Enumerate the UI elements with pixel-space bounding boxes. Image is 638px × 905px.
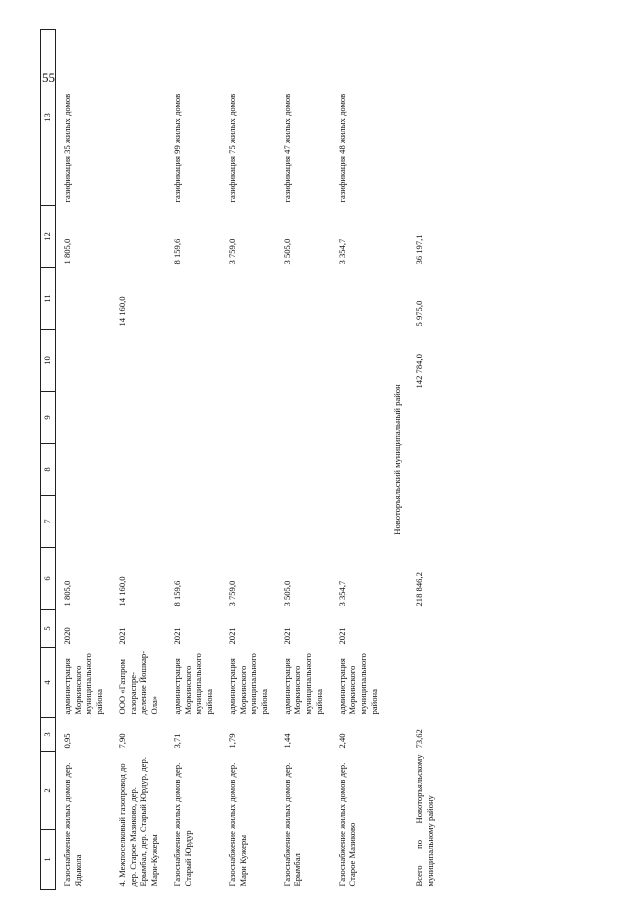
table-row <box>331 30 386 890</box>
year-cell: 2021 <box>171 627 182 645</box>
totals-col11: 5 975,0 <box>414 300 425 327</box>
year-cell: 2021 <box>336 627 347 645</box>
col7-cell <box>56 496 111 548</box>
empty-cell <box>408 496 441 548</box>
gas-supply-table <box>40 29 442 890</box>
col9-cell <box>331 392 386 444</box>
header-cell: 13 <box>41 30 56 206</box>
year-cell: 2020 <box>62 627 72 645</box>
customer-cell: администрация Моркинского муниципального района <box>281 653 324 715</box>
header-cell: 12 <box>41 206 56 268</box>
totals-col12: 36 197,1 <box>414 234 425 265</box>
table-row <box>166 30 221 890</box>
col11-cell <box>276 268 331 330</box>
customer-cell: администрация Моркинского муниципального района <box>226 653 270 715</box>
col11-cell <box>331 268 386 330</box>
section-row <box>386 30 409 890</box>
col12-cell: 3 505,0 <box>281 238 292 265</box>
total-cell: 1 805,0 <box>62 580 72 607</box>
total-cell: 8 159,6 <box>171 580 182 607</box>
total-cell: 3 759,0 <box>226 580 237 607</box>
result-cell: газификация 47 жилых домов <box>281 93 292 203</box>
col8-cell <box>276 444 331 496</box>
col8-cell <box>56 444 111 496</box>
col7-cell <box>276 496 331 548</box>
empty-cell <box>408 30 441 206</box>
col10-cell <box>56 330 111 392</box>
col12-cell: 3 354,7 <box>336 238 347 265</box>
col9-cell <box>221 392 276 444</box>
empty-cell <box>408 648 441 718</box>
totals-col10: 142 784,0 <box>414 354 425 389</box>
result-cell: газификация 48 жилых домов <box>336 93 347 203</box>
length-cell: 0,95 <box>62 733 72 749</box>
col12-cell: 1 805,0 <box>62 238 72 265</box>
table-row <box>276 30 331 890</box>
col7-cell <box>331 496 386 548</box>
col7-cell <box>166 496 221 548</box>
length-cell: 2,40 <box>336 733 347 749</box>
object-name: 4. Межпоселковый газопровод до дер. Старое Мазиково, дер. Ерымбал, дер. Старый Юрдур, дер. Мари-Кужеры <box>116 757 160 887</box>
result-cell: газификация 75 жилых домов <box>226 93 237 203</box>
empty-cell <box>408 392 441 444</box>
length-cell: 1,44 <box>281 733 292 749</box>
table-row <box>111 30 166 890</box>
year-cell: 2021 <box>226 627 237 645</box>
col9-cell <box>276 392 331 444</box>
header-cell: 3 <box>41 718 56 752</box>
total-cell: 3 354,7 <box>336 580 347 607</box>
header-cell: 7 <box>41 496 56 548</box>
customer-cell: администрация Моркинского муниципального района <box>62 653 105 715</box>
col9-cell <box>111 392 166 444</box>
col10-cell <box>276 330 331 392</box>
col12-cell: 3 759,0 <box>226 238 237 265</box>
col9-cell <box>56 392 111 444</box>
table-row <box>56 30 111 890</box>
total-cell: 14 160,0 <box>116 576 127 607</box>
totals-length: 73,62 <box>414 729 425 749</box>
length-cell: 3,71 <box>171 733 182 749</box>
result-cell <box>111 30 166 206</box>
result-cell: газификация 99 жилых домов <box>171 93 182 203</box>
col9-cell <box>166 392 221 444</box>
empty-cell <box>408 444 441 496</box>
col11-cell <box>166 268 221 330</box>
year-cell: 2021 <box>281 627 292 645</box>
col11-cell: 14 160,0 <box>116 296 127 327</box>
object-name: Газоснабжение жилых домов дер. Ядыкола <box>62 762 83 887</box>
customer-cell: администрация Моркинского муниципального района <box>171 653 215 715</box>
col10-cell <box>111 330 166 392</box>
header-cell: 9 <box>41 392 56 444</box>
header-cell: 11 <box>41 268 56 330</box>
object-name: Газоснабжение жилых домов дер. Старый Юрдур <box>171 762 193 887</box>
totals-row <box>408 30 441 890</box>
col8-cell <box>331 444 386 496</box>
header-cell: 4 <box>41 648 56 718</box>
col11-cell <box>221 268 276 330</box>
col8-cell <box>111 444 166 496</box>
col11-cell <box>56 268 111 330</box>
length-cell: 1,79 <box>226 733 237 749</box>
col10-cell <box>166 330 221 392</box>
table-row <box>221 30 276 890</box>
object-name: Газоснабжение жилых домов дер. Мари Кужеры <box>226 762 248 887</box>
col12-cell: 8 159,6 <box>171 238 182 265</box>
header-cell: 8 <box>41 444 56 496</box>
section-title: Новоторъяльский муниципальный район <box>391 384 402 535</box>
col7-cell <box>111 496 166 548</box>
object-name: Газоснабжение жилых домов дер. Старое Мазиково <box>336 762 358 887</box>
header-cell: 2 <box>41 752 56 830</box>
totals-total: 218 846,2 <box>414 572 425 607</box>
year-cell: 2021 <box>116 627 127 645</box>
empty-cell <box>408 610 441 648</box>
col7-cell <box>221 496 276 548</box>
col10-cell <box>221 330 276 392</box>
customer-cell: ООО «Газпром газораспре-деление Йошкар-Ола» <box>116 650 160 715</box>
result-cell: газификация 35 жилых домов <box>62 93 72 203</box>
header-cell: 5 <box>41 610 56 648</box>
object-name: Газоснабжение жилых домов дер. Ерымбал <box>281 762 303 887</box>
rotated-table-stage <box>40 22 600 890</box>
col10-cell <box>331 330 386 392</box>
total-cell: 3 505,0 <box>281 580 292 607</box>
header-cell: 1 <box>41 830 56 890</box>
header-cell: 10 <box>41 330 56 392</box>
column-number-row <box>41 30 56 890</box>
length-cell: 7,90 <box>116 733 127 749</box>
row-number: 4. <box>116 880 127 887</box>
col8-cell <box>166 444 221 496</box>
header-cell: 6 <box>41 548 56 610</box>
customer-cell: администрация Моркинского муниципального района <box>336 653 379 715</box>
totals-label: Всего по Новоторъяльскому муниципальному району <box>414 754 436 887</box>
col12-cell <box>111 206 166 268</box>
col8-cell <box>221 444 276 496</box>
page-number: 55 <box>42 70 55 85</box>
